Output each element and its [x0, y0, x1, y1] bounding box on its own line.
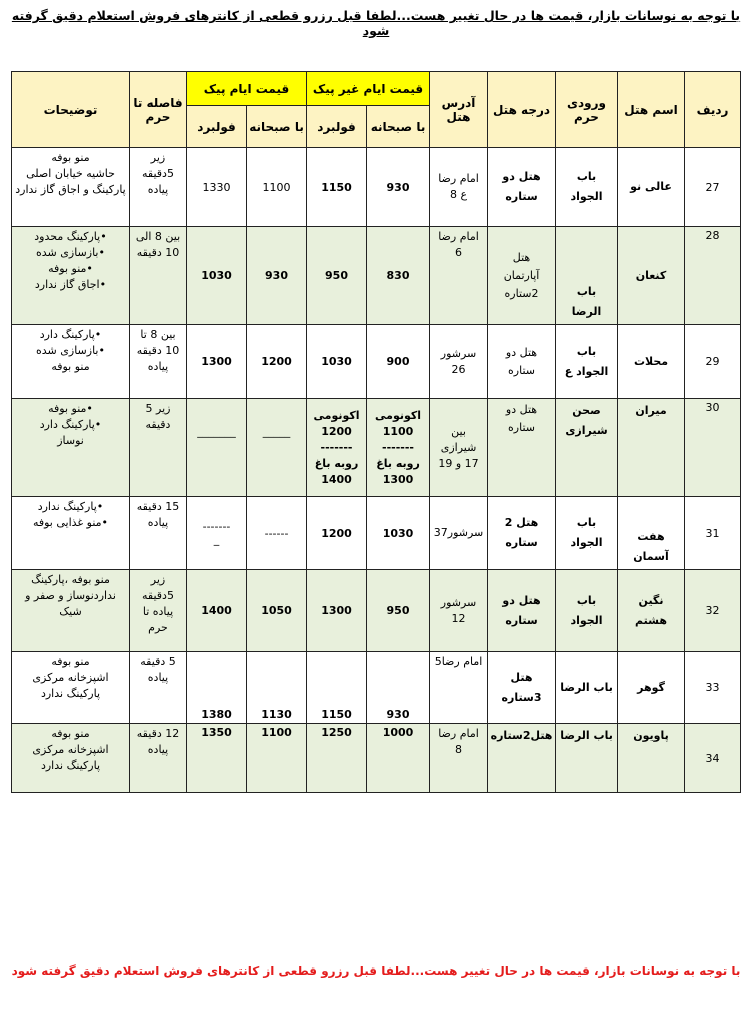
row-number: 34 [685, 724, 741, 793]
peak-fullboard-price: 1330 [187, 148, 247, 227]
hotel-grade: هتل آپارتمان 2ستاره [488, 227, 556, 325]
table-row [12, 227, 741, 325]
offpeak-breakfast-price: 900 [367, 325, 430, 399]
distance: 12 دقیقه پیاده [130, 724, 187, 793]
row-number: 31 [685, 497, 741, 570]
entrance: باب الرضا [556, 724, 618, 793]
header-peak-fullboard: فولبرد [187, 106, 247, 148]
hotel-name: عالی نو [618, 148, 685, 227]
peak-fullboard-price: ------- _ [187, 497, 247, 570]
notes: منو بوفه ،پارکینگ نداردنوساز و صفر و شیک [12, 570, 130, 652]
peak-breakfast-price: 930 [247, 227, 307, 325]
peak-breakfast-price: 1200 [247, 325, 307, 399]
peak-fullboard-price: 1300 [187, 325, 247, 399]
header-peak-price: قیمت ایام پیک [187, 72, 307, 106]
hotel-name: محلات [618, 325, 685, 399]
table-row [12, 399, 741, 497]
header-offpeak-fullboard: فولبرد [307, 106, 367, 148]
header-offpeak-price: قیمت ایام غیر پیک [307, 72, 430, 106]
notes: •پارکینگ ندارد •منو غذایی بوفه [12, 497, 130, 570]
peak-fullboard-price: 1030 [187, 227, 247, 325]
hotel-grade: هتل2ستاره [488, 724, 556, 793]
distance: زیر 5دقیقه پیاده تا حرم [130, 570, 187, 652]
distance: 5 دقیقه پیاده [130, 652, 187, 724]
peak-breakfast-price: 1130 [247, 652, 307, 724]
notes: •پارکینگ محدود •بازسازی شده •منو بوفه •اجاق گاز ندارد [12, 227, 130, 325]
row-number: 32 [685, 570, 741, 652]
offpeak-breakfast-price: 950 [367, 570, 430, 652]
offpeak-fullboard-price: 1200 [307, 497, 367, 570]
header-distance: فاصله تا حرم [130, 72, 187, 148]
offpeak-breakfast-price: اکونومی 1100 ------- روبه باغ 1300 [367, 399, 430, 497]
hotel-name: هفت آسمان [618, 497, 685, 570]
address: امام رضا 6 [430, 227, 488, 325]
header-offpeak-breakfast: با صبحانه [367, 106, 430, 148]
peak-breakfast-price: 1100 [247, 148, 307, 227]
table-row [12, 148, 741, 227]
distance: زیر 5 دقیقه [130, 399, 187, 497]
hotel-grade: هتل 3ستاره [488, 652, 556, 724]
address: امام رضا ع 8 [430, 148, 488, 227]
address: سرشور 26 [430, 325, 488, 399]
hotel-grade: هتل دو ستاره [488, 570, 556, 652]
table-row [12, 652, 741, 724]
distance: 15 دقیقه پیاده [130, 497, 187, 570]
entrance: صحن شیرازی [556, 399, 618, 497]
peak-fullboard-price: 1400 [187, 570, 247, 652]
distance: بین 8 الی 10 دقیقه [130, 227, 187, 325]
hotel-name: کنعان [618, 227, 685, 325]
hotel-name: میران [618, 399, 685, 497]
entrance: باب الجواد [556, 570, 618, 652]
header-hotel-name: اسم هتل [618, 72, 685, 148]
header-grade: درجه هتل [488, 72, 556, 148]
distance: بین 8 تا 10 دقیقه پیاده [130, 325, 187, 399]
peak-breakfast-price: ------ [247, 497, 307, 570]
hotel-name: نگین هشتم [618, 570, 685, 652]
entrance: باب الرضا [556, 227, 618, 325]
hotel-grade: هتل دو ستاره [488, 399, 556, 497]
row-number: 28 [685, 227, 741, 325]
offpeak-fullboard-price: 1150 [307, 652, 367, 724]
bottom-notice: با توجه به نوسانات بازار، قیمت ها در حال تغییر هست...لطفا قبل رزرو قطعی از کانترهای فروش استعلام دقیق گرفته شود [11, 964, 741, 978]
offpeak-breakfast-price: 1000 [367, 724, 430, 793]
entrance: باب الجواد ع [556, 325, 618, 399]
address: امام رضا5 [430, 652, 488, 724]
peak-fullboard-price: 1350 [187, 724, 247, 793]
peak-fullboard-price: _______ [187, 399, 247, 497]
notes: •منو بوفه •پارکینگ دارد نوساز [12, 399, 130, 497]
hotel-grade: هتل 2 ستاره [488, 497, 556, 570]
table-row [12, 497, 741, 570]
row-number: 27 [685, 148, 741, 227]
table-row [12, 570, 741, 652]
row-number: 33 [685, 652, 741, 724]
notes: منو بوفه اشپزخانه مرکزی پارکینگ ندارد [12, 652, 130, 724]
peak-breakfast-price: 1050 [247, 570, 307, 652]
header-notes: توضیحات [12, 72, 130, 148]
hotel-grade: هتل دو ستاره [488, 325, 556, 399]
entrance: باب الجواد [556, 497, 618, 570]
offpeak-breakfast-price: 930 [367, 148, 430, 227]
offpeak-fullboard-price: 1030 [307, 325, 367, 399]
header-peak-breakfast: با صبحانه [247, 106, 307, 148]
header-row-number: ردیف [685, 72, 741, 148]
address: سرشور 12 [430, 570, 488, 652]
address: امام رضا 8 [430, 724, 488, 793]
offpeak-breakfast-price: 930 [367, 652, 430, 724]
peak-fullboard-price: 1380 [187, 652, 247, 724]
hotel-name: پاویون [618, 724, 685, 793]
header-address: آدرس هتل [430, 72, 488, 148]
top-notice: با توجه به نوسانات بازار، قیمت ها در حال تغییر هست...لطفا قبل رزرو قطعی از کانترهای فروش استعلام دقیق گرفته شود [11, 8, 741, 38]
offpeak-breakfast-price: 1030 [367, 497, 430, 570]
notes: منو بوفه حاشیه خیابان اصلی پارکینگ و اجاق گاز ندارد [12, 148, 130, 227]
row-number: 29 [685, 325, 741, 399]
distance: زیر 5دقیقه پیاده [130, 148, 187, 227]
offpeak-fullboard-price: 1150 [307, 148, 367, 227]
offpeak-fullboard-price: 1250 [307, 724, 367, 793]
hotel-price-table [11, 71, 741, 793]
table-row [12, 724, 741, 793]
entrance: باب الرضا [556, 652, 618, 724]
table-row [12, 325, 741, 399]
hotel-name: گوهر [618, 652, 685, 724]
notes: •پارکینگ دارد •بازسازی شده منو بوفه [12, 325, 130, 399]
offpeak-fullboard-price: 950 [307, 227, 367, 325]
header-entrance: ورودی حرم [556, 72, 618, 148]
address: بین شیرازی 17 و 19 [430, 399, 488, 497]
offpeak-breakfast-price: 830 [367, 227, 430, 325]
peak-breakfast-price: _____ [247, 399, 307, 497]
offpeak-fullboard-price: اکونومی 1200 ------- روبه باغ 1400 [307, 399, 367, 497]
offpeak-fullboard-price: 1300 [307, 570, 367, 652]
notes: منو بوفه اشپزخانه مرکزی پارکینگ ندارد [12, 724, 130, 793]
entrance: باب الجواد [556, 148, 618, 227]
row-number: 30 [685, 399, 741, 497]
hotel-grade: هتل دو ستاره [488, 148, 556, 227]
address: سرشور37 [430, 497, 488, 570]
peak-breakfast-price: 1100 [247, 724, 307, 793]
